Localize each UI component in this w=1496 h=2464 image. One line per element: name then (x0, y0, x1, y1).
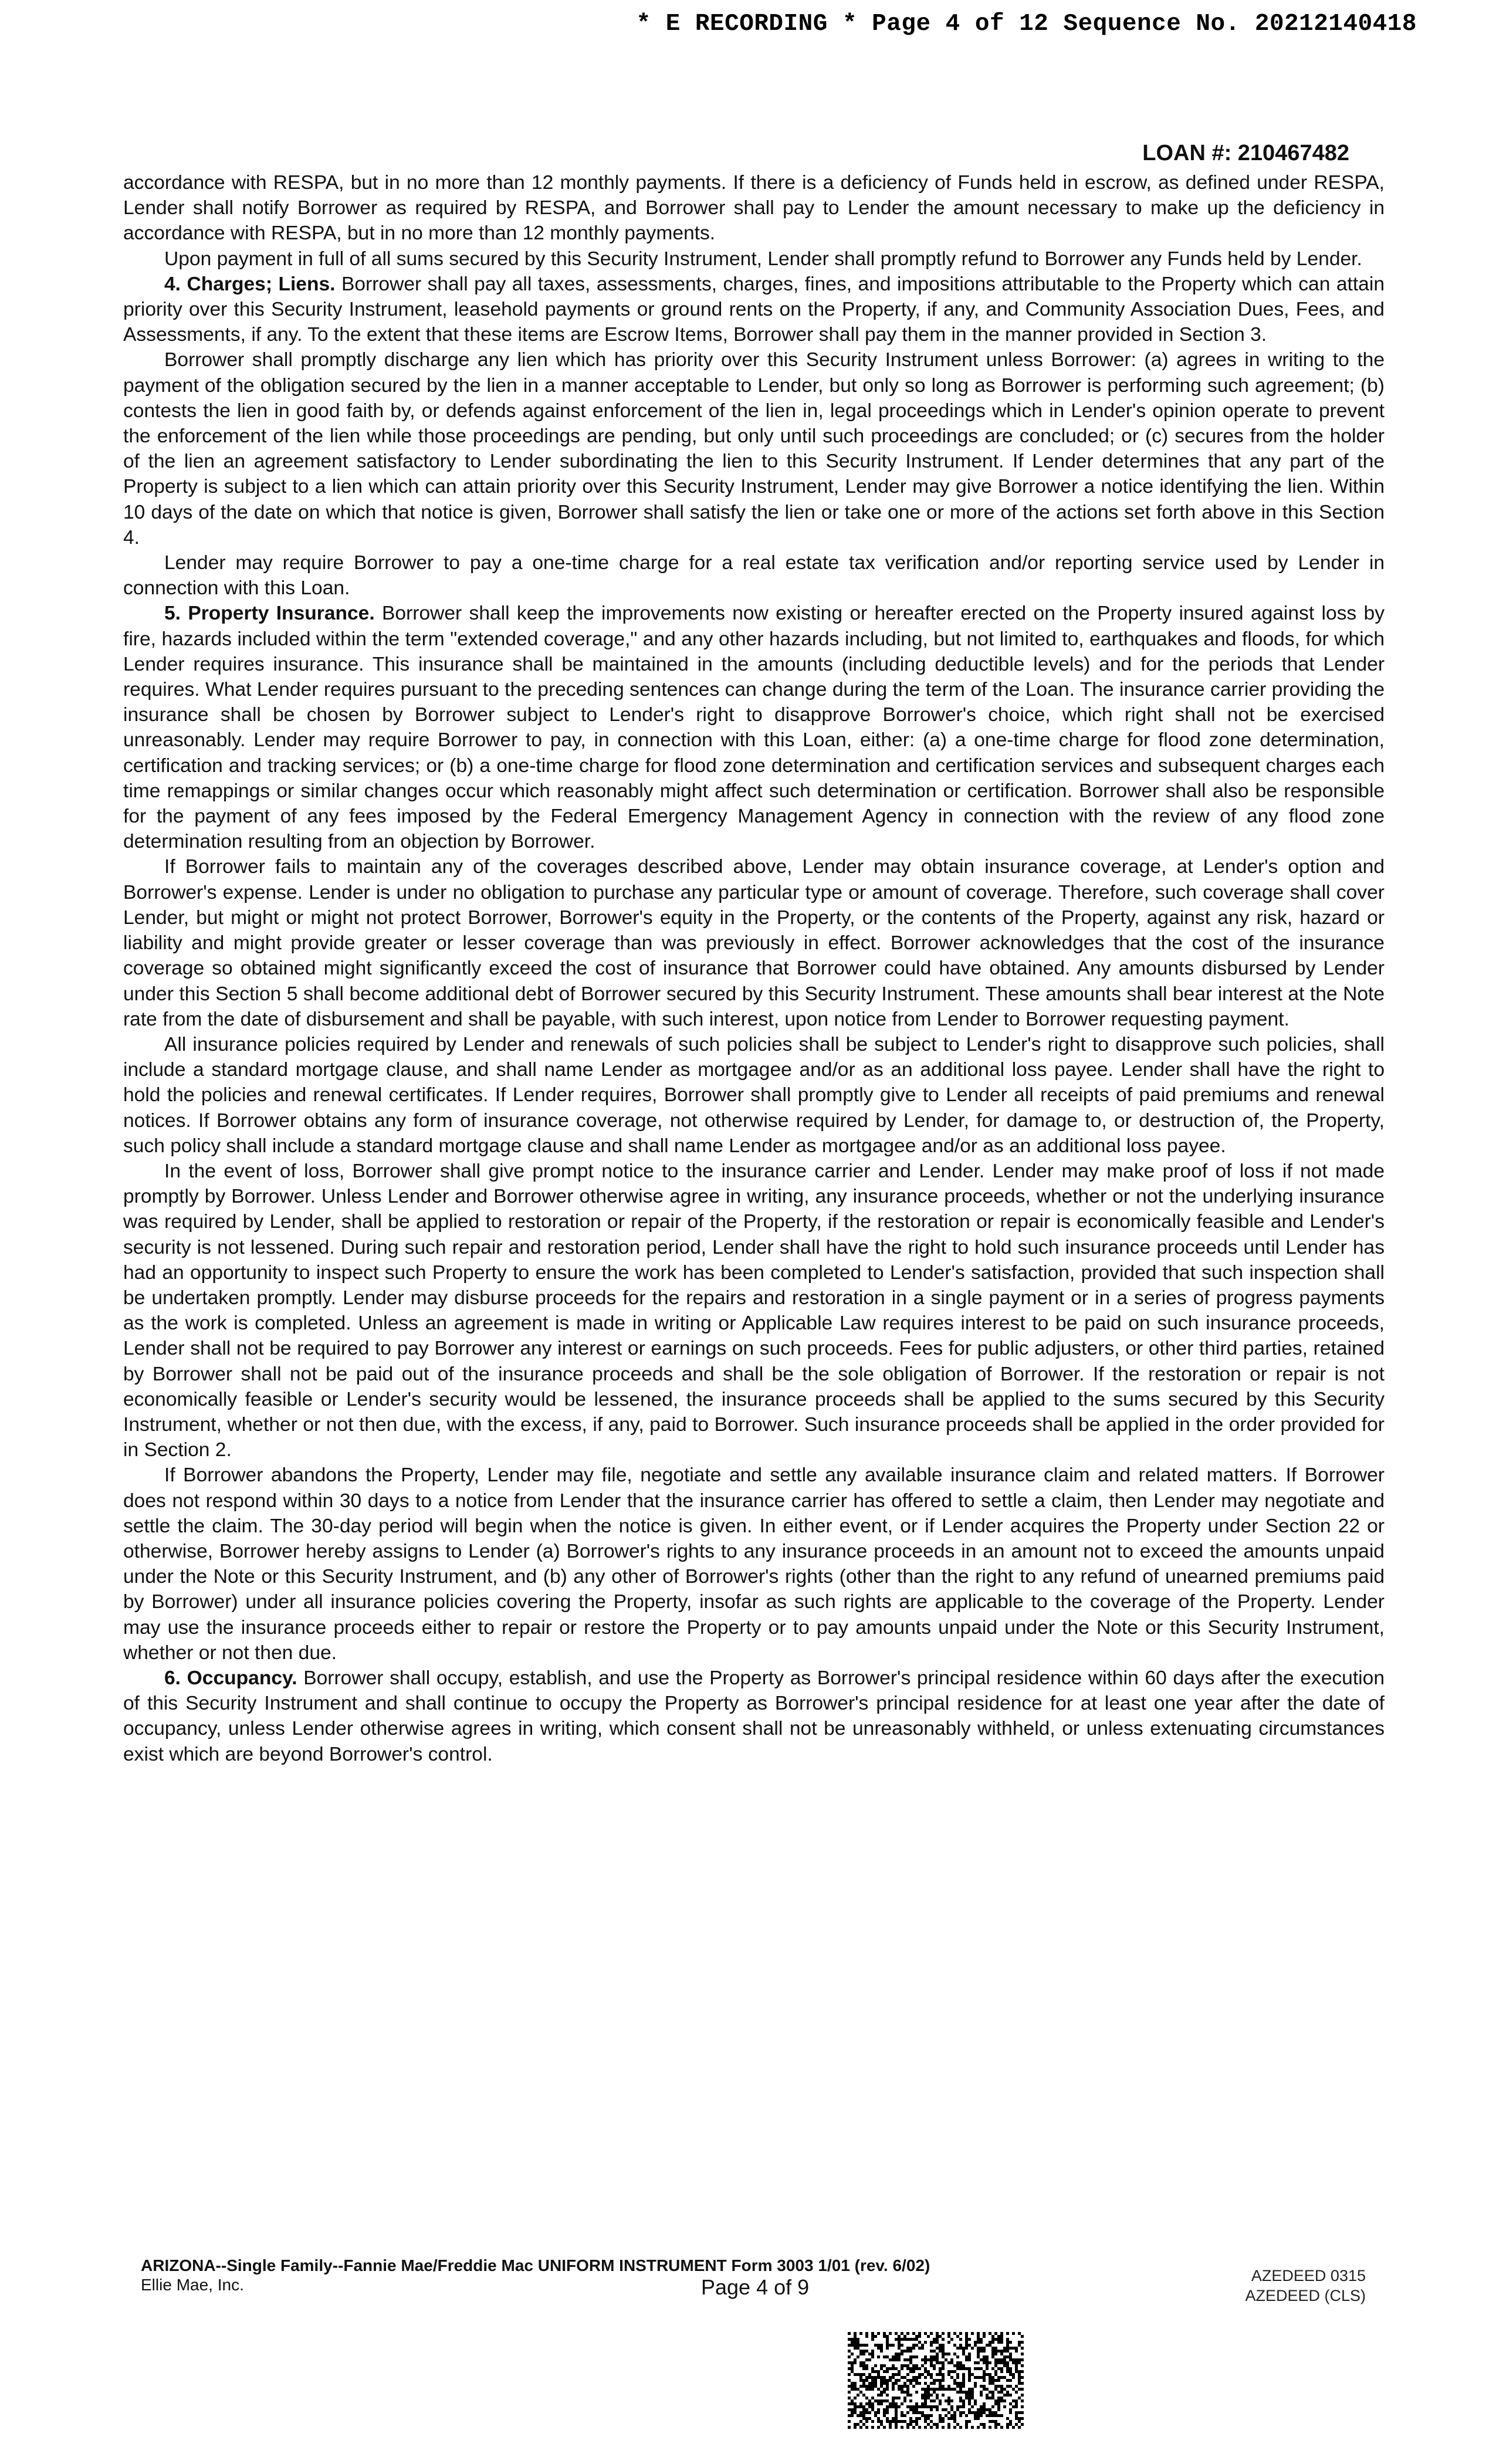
paragraph-text: accordance with RESPA, but in no more than 12 monthly payments. If there is a deficiency of Funds held in escrow, as defined under RESPA, Lender shall notify Borrower as required by RESPA, and Borrower shall pay to Lender the amount necessary to make up the deficiency in accordance with RESPA, but in no more than 12 monthly payments. (123, 172, 1385, 245)
paragraph-text: Lender may require Borrower to pay a one-time charge for a real estate tax verification and/or reporting service used by Lender in connection with this Loan. (123, 552, 1385, 600)
recording-header: * E RECORDING * Page 4 of 12 Sequence No. 20212140418 (636, 11, 1417, 38)
paragraph-text: Borrower shall keep the improvements now existing or hereafter erected on the Property insured against loss by fire, hazards included within the term "extended coverage," and any other hazards including, but not limited to, earthquakes and floods, for which Lender requires insurance. This insurance shall be maintained in the amounts (including deductible levels) and for the periods that Lender requires. What Lender requires pursuant to the preceding sentences can change during the term of the Loan. The insurance carrier providing the insurance shall be chosen by Borrower subject to Lender's right to disapprove Borrower's choice, which right shall not be exercised unreasonably. Lender may require Borrower to pay, in connection with this Loan, either: (a) a one-time charge for flood zone determination, certification and tracking services; or (b) a one-time charge for flood zone determination and certification services and subsequent charges each time remappings or similar changes occur which reasonably might affect such determination or certification. Borrower shall also be responsible for the payment of any fees imposed by the Federal Emergency Management Agency in connection with the review of any flood zone determination resulting from an objection by Borrower. (123, 603, 1385, 853)
paragraph (123, 347, 1385, 550)
footer-left (141, 2256, 930, 2294)
company-name: Ellie Mae, Inc. (141, 2276, 244, 2294)
paragraph-text: All insurance policies required by Lender and renewals of such policies shall be subject to Lender's right to disapprove such policies, shall include a standard mortgage clause, and shall name Lender as mortgagee and/or as an additional loss payee. Lender shall have the right to hold the policies and renewal certificates. If Lender requires, Borrower shall promptly give to Lender all receipts of paid premiums and renewal notices. If Borrower obtains any form of insurance coverage, not otherwise required by Lender, for damage to, or destruction of, the Property, such policy shall include a standard mortgage clause and shall name Lender as mortgagee and/or as an additional loss payee. (123, 1033, 1385, 1157)
loan-number: LOAN #: 210467482 (1142, 141, 1349, 165)
paragraph (123, 854, 1385, 1031)
paragraph-text: Borrower shall pay all taxes, assessments, charges, fines, and impositions attributable to the Property which can attain priority over this Security Instrument, leasehold payments or ground rents on the Property, if any, and Community Association Dues, Fees, and Assessments, if any. To the extent that these items are Escrow Items, Borrower shall pay them in the manner provided in Section 3. (123, 273, 1385, 346)
form-code: AZEDEED 0315 (1251, 2267, 1366, 2284)
section-heading: 6. Occupancy. (164, 1667, 297, 1689)
paragraph (123, 1463, 1385, 1666)
paragraph-text: Borrower shall promptly discharge any lien which has priority over this Security Instrument unless Borrower: (a) agrees in writing to the payment of the obligation secured by the lien in a manner acceptable to Lender, but only so long as Borrower is performing such agreement; (b) contests the lien in good faith by, or defends against enforcement of the lien in, legal proceedings which in Lender's opinion operate to prevent the enforcement of the lien while those proceedings are pending, but only until such proceedings are concluded; or (c) secures from the holder of the lien an agreement satisfactory to Lender subordinating the lien to this Security Instrument. If Lender determines that any part of the Property is subject to a lien which can attain priority over this Security Instrument, Lender may give Borrower a notice identifying the lien. Within 10 days of the date on which that notice is given, Borrower shall satisfy the lien or take one or more of the actions set forth above in this Section 4. (123, 349, 1385, 549)
paragraph-text: Upon payment in full of all sums secured by this Security Instrument, Lender shall promptly refund to Borrower any Funds held by Lender. (164, 248, 1362, 270)
paragraph (123, 550, 1385, 601)
document-body (123, 170, 1385, 1767)
paragraph (123, 1666, 1385, 1767)
paragraph-text: If Borrower abandons the Property, Lender may file, negotiate and settle any available insurance claim and related matters. If Borrower does not respond within 30 days to a notice from Lender that the insurance carrier has offered to settle a claim, then Lender may negotiate and settle the claim. The 30-day period will begin when the notice is given. In either event, or if Lender acquires the Property under Section 22 or otherwise, Borrower hereby assigns to Lender (a) Borrower's rights to any insurance proceeds in an amount not to exceed the amounts unpaid under the Note or this Security Instrument, and (b) any other of Borrower's rights (other than the right to any refund of unearned premiums paid by Borrower) under all insurance policies covering the Property, insofar as such rights are applicable to the coverage of the Property. Lender may use the insurance proceeds either to repair or restore the Property or to pay amounts unpaid under the Note or this Security Instrument, whether or not then due. (123, 1464, 1385, 1664)
paragraph (123, 246, 1385, 272)
paragraph (123, 601, 1385, 854)
section-heading: 4. Charges; Liens. (164, 273, 336, 295)
paragraph (123, 272, 1385, 348)
paragraph-text: Borrower shall occupy, establish, and use the Property as Borrower's principal residence within 60 days after the execution of this Security Instrument and shall continue to occupy the Property as Borrower's principal residence for at least one year after the date of occupancy, unless Lender otherwise agrees in writing, which consent shall not be unreasonably withheld, or unless extenuating circumstances exist which are beyond Borrower's control. (123, 1667, 1385, 1765)
2d-barcode-icon (848, 2332, 1024, 2429)
paragraph (123, 1032, 1385, 1159)
paragraph-text: If Borrower fails to maintain any of the coverages described above, Lender may obtain insurance coverage, at Lender's option and Borrower's expense. Lender is under no obligation to purchase any particular type or amount of coverage. Therefore, such coverage shall cover Lender, but might or might not protect Borrower, Borrower's equity in the Property, or the contents of the Property, against any risk, hazard or liability and might provide greater or lesser coverage than was previously in effect. Borrower acknowledges that the cost of the insurance coverage so obtained might significantly exceed the cost of insurance that Borrower could have obtained. Any amounts disbursed by Lender under this Section 5 shall become additional debt of Borrower secured by this Security Instrument. These amounts shall bear interest at the Note rate from the date of disbursement and shall be payable, with such interest, upon notice from Lender to Borrower requesting payment. (123, 856, 1385, 1030)
paragraph-text: In the event of loss, Borrower shall give prompt notice to the insurance carrier and Lender. Lender may make proof of loss if not made promptly by Borrower. Unless Lender and Borrower otherwise agree in writing, any insurance proceeds, whether or not the underlying insurance was required by Lender, shall be applied to restoration or repair of the Property, if the restoration or repair is economically feasible and Lender's security is not lessened. During such repair and restoration period, Lender shall have the right to hold such insurance proceeds until Lender has had an opportunity to inspect such Property to ensure the work has been completed to Lender's satisfaction, provided that such inspection shall be undertaken promptly. Lender may disburse proceeds for the repairs and restoration in a single payment or in a series of progress payments as the work is completed. Unless an agreement is made in writing or Applicable Law requires interest to be paid on such insurance proceeds, Lender shall not be required to pay Borrower any interest or earnings on such proceeds. Fees for public adjusters, or other third parties, retained by Borrower shall not be paid out of the insurance proceeds and shall be the sole obligation of Borrower. If the restoration or repair is not economically feasible or Lender's security would be lessened, the insurance proceeds shall be applied to the sums secured by this Security Instrument, whether or not then due, with the excess, if any, paid to Borrower. Such insurance proceeds shall be applied in the order provided for in Section 2. (123, 1160, 1385, 1461)
paragraph (123, 170, 1385, 246)
form-identifier: ARIZONA--Single Family--Fannie Mae/Freddie Mac UNIFORM INSTRUMENT Form 3003 1/01 (rev. 6/02) (141, 2256, 930, 2275)
page-number: Page 4 of 9 (701, 2275, 810, 2299)
section-heading: 5. Property Insurance. (164, 603, 375, 625)
footer-codes (1245, 2266, 1366, 2306)
form-code-cls: AZEDEED (CLS) (1245, 2287, 1366, 2304)
paragraph (123, 1159, 1385, 1463)
